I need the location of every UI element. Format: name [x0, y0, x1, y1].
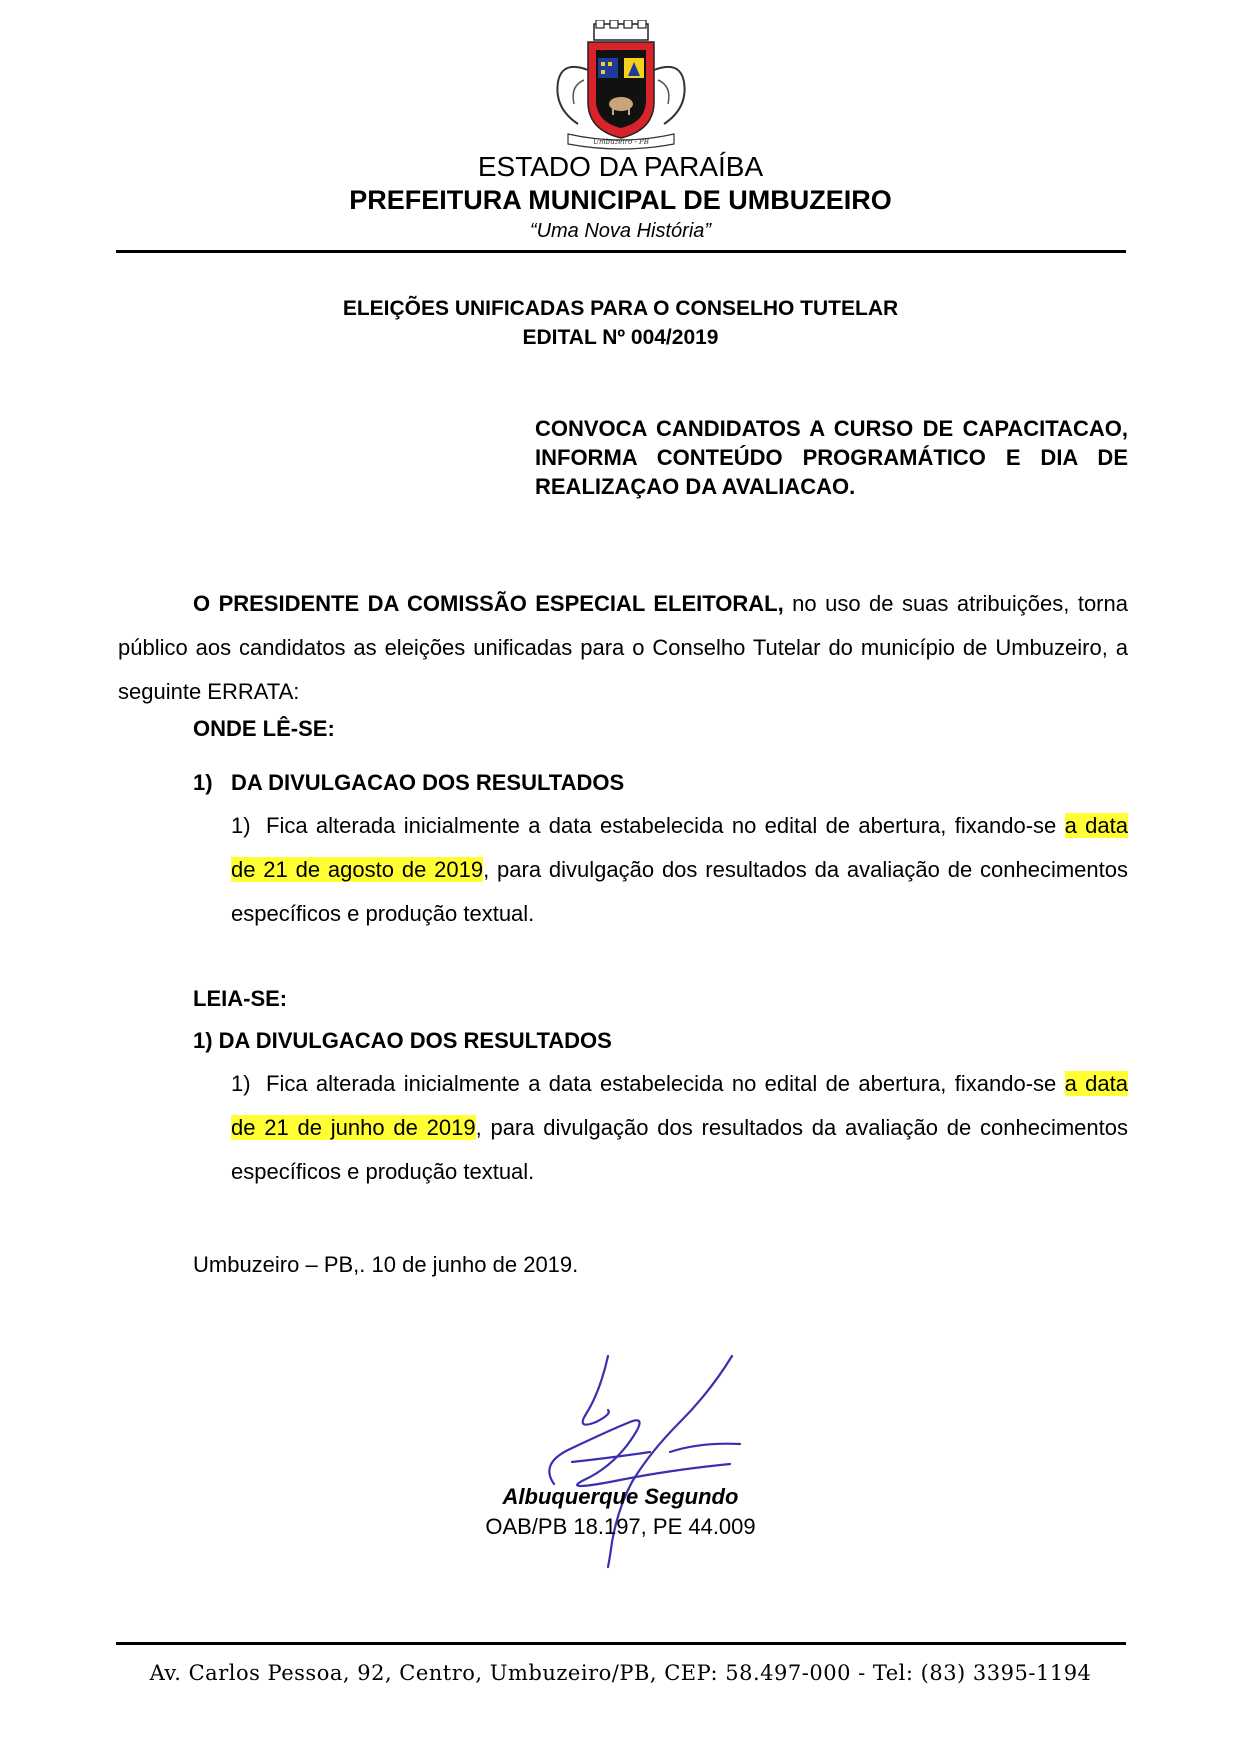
onde-item-before: Fica alterada inicialmente a data estabelecida no edital de abertura, fixando-se — [266, 813, 1065, 838]
leia-item-number: 1) — [231, 1071, 251, 1096]
document-title: ELEIÇÕES UNIFICADAS PARA O CONSELHO TUTELAR — [342, 297, 899, 320]
signer-registration: OAB/PB 18.197, PE 44.009 — [485, 1514, 756, 1539]
onde-le-se-label: ONDE LÊ-SE: — [193, 716, 335, 741]
place-date: Umbuzeiro – PB,. 10 de junho de 2019. — [193, 1252, 579, 1277]
onde-highlighted-date: a data de 21 de agosto de 2019 — [231, 813, 1128, 882]
intro-text: no uso de suas atribuições, torna público aos candidatos as eleições unificadas para o Conselho Tutelar do município de Umbuzeiro, a seguinte ERRATA: — [118, 591, 1128, 704]
intro-lead: O PRESIDENTE DA COMISSÃO ESPECIAL ELEITORAL, — [193, 591, 784, 616]
onde-item-text — [231, 804, 1128, 936]
onde-section-title: DA DIVULGACAO DOS RESULTADOS — [231, 770, 625, 795]
onde-item-after: , para divulgação dos resultados da avaliação de conhecimentos específicos e produção textual. — [231, 857, 1128, 926]
state-name: ESTADO DA PARAÍBA — [477, 151, 764, 182]
header-divider — [116, 250, 1126, 253]
leia-highlighted-date: a data de 21 de junho de 2019 — [231, 1071, 1128, 1140]
svg-text:Umbuzeiro - PB: Umbuzeiro - PB — [593, 138, 649, 146]
leia-section-heading: 1) DA DIVULGACAO DOS RESULTADOS — [193, 1028, 612, 1053]
leia-se-label: LEIA-SE: — [193, 986, 288, 1011]
motto: “Uma Nova História” — [529, 220, 712, 242]
signer-name: Albuquerque Segundo — [502, 1484, 739, 1509]
prefecture-name: PREFEITURA MUNICIPAL DE UMBUZEIRO — [349, 185, 892, 215]
edital-number: EDITAL Nº 004/2019 — [522, 326, 719, 349]
leia-item-before: Fica alterada inicialmente a data estabelecida no edital de abertura, fixando-se — [266, 1071, 1065, 1096]
intro-paragraph — [118, 582, 1128, 714]
footer-address: Av. Carlos Pessoa, 92, Centro, Umbuzeiro/PB, CEP: 58.497-000 - Tel: (83) 3395-1194 — [149, 1661, 1092, 1685]
footer-divider — [116, 1642, 1126, 1645]
onde-item-number: 1) — [231, 813, 251, 838]
municipal-crest-image — [548, 20, 694, 150]
onde-section-number: 1) — [193, 770, 213, 795]
edital-summary: CONVOCA CANDIDATOS A CURSO DE CAPACITACAO, INFORMA CONTEÚDO PROGRAMÁTICO E DIA DE REALIZAÇAO DA AVALIACAO. — [535, 416, 1128, 499]
leia-item-text — [231, 1062, 1128, 1194]
leia-item-after: , para divulgação dos resultados da avaliação de conhecimentos específicos e produção textual. — [231, 1115, 1128, 1184]
